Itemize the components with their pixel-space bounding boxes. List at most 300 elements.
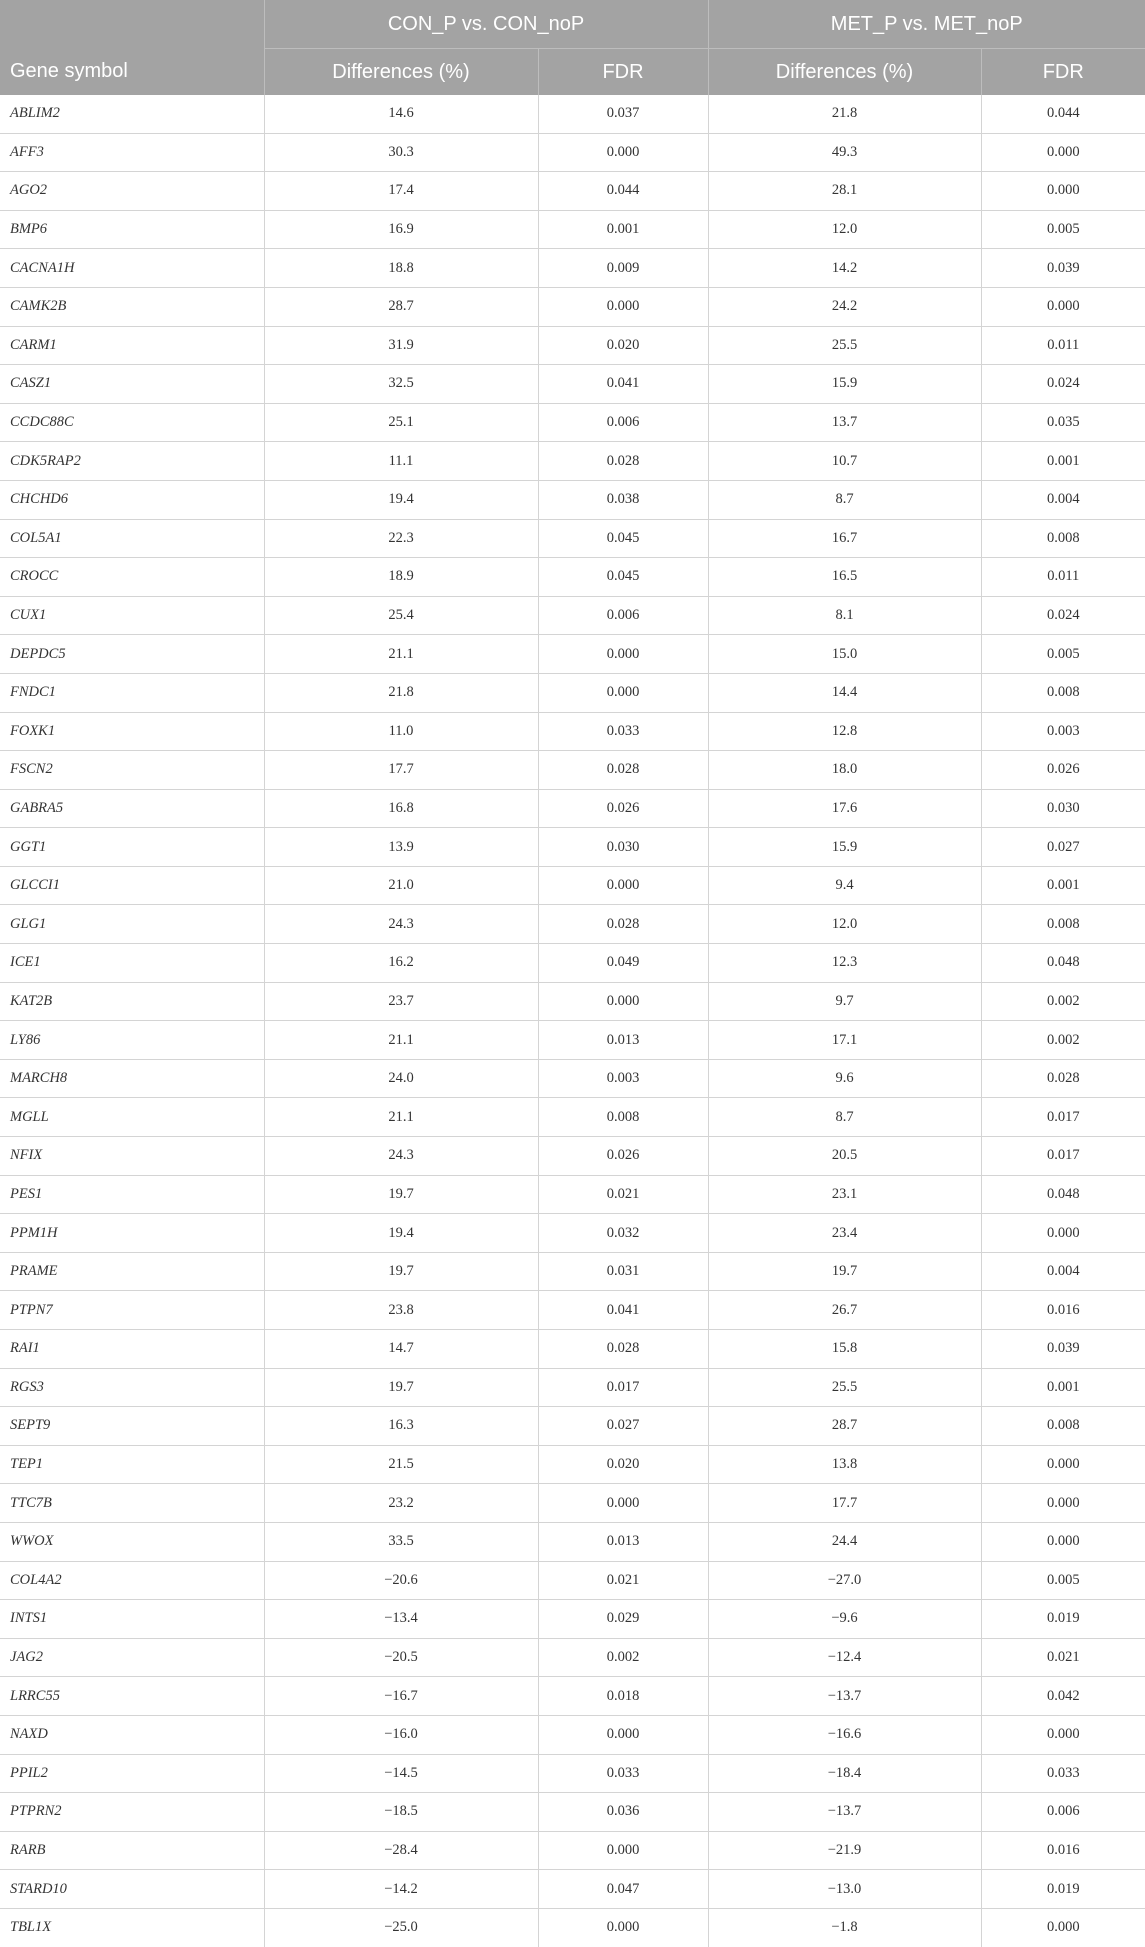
- met-difference-cell: 12.8: [708, 712, 981, 751]
- met-difference-cell: 12.3: [708, 944, 981, 983]
- con-difference-cell: 22.3: [264, 519, 538, 558]
- met-difference-cell: 21.8: [708, 95, 981, 133]
- con-difference-cell: 16.2: [264, 944, 538, 983]
- table-row: [0, 1677, 1145, 1716]
- met-difference-cell: 15.8: [708, 1330, 981, 1369]
- table-row: [0, 866, 1145, 905]
- met-fdr-cell: 0.002: [981, 1021, 1145, 1060]
- gene-symbol-cell: STARD10: [0, 1870, 264, 1909]
- met-difference-cell: 20.5: [708, 1137, 981, 1176]
- table-row: [0, 1175, 1145, 1214]
- met-fdr-cell: 0.042: [981, 1677, 1145, 1716]
- table-row: [0, 442, 1145, 481]
- table-row: [0, 249, 1145, 288]
- con-difference-cell: 16.9: [264, 210, 538, 249]
- con-fdr-cell: 0.021: [538, 1561, 708, 1600]
- met-fdr-cell: 0.016: [981, 1291, 1145, 1330]
- con-difference-cell: 33.5: [264, 1522, 538, 1561]
- gene-symbol-cell: CASZ1: [0, 365, 264, 404]
- met-difference-cell: 9.7: [708, 982, 981, 1021]
- met-fdr-cell: 0.008: [981, 905, 1145, 944]
- met-fdr-cell: 0.005: [981, 635, 1145, 674]
- group-header-met: MET_P vs. MET_noP: [708, 0, 1145, 49]
- gene-symbol-cell: PRAME: [0, 1252, 264, 1291]
- con-fdr-cell: 0.030: [538, 828, 708, 867]
- met-difference-cell: 18.0: [708, 751, 981, 790]
- met-fdr-cell: 0.008: [981, 519, 1145, 558]
- gene-symbol-cell: AGO2: [0, 172, 264, 211]
- met-difference-cell: 25.5: [708, 1368, 981, 1407]
- table-row: [0, 1870, 1145, 1909]
- con-fdr-cell: 0.013: [538, 1021, 708, 1060]
- con-fdr-cell: 0.028: [538, 751, 708, 790]
- met-difference-cell: −16.6: [708, 1715, 981, 1754]
- con-fdr-cell: 0.047: [538, 1870, 708, 1909]
- met-fdr-cell: 0.017: [981, 1137, 1145, 1176]
- gene-symbol-cell: PTPRN2: [0, 1793, 264, 1832]
- gene-symbol-cell: CHCHD6: [0, 480, 264, 519]
- con-difference-cell: 21.0: [264, 866, 538, 905]
- con-difference-cell: 30.3: [264, 133, 538, 172]
- con-fdr-cell: 0.045: [538, 519, 708, 558]
- met-difference-cell: 49.3: [708, 133, 981, 172]
- con-fdr-cell: 0.000: [538, 866, 708, 905]
- met-fdr-cell: 0.021: [981, 1638, 1145, 1677]
- met-fdr-cell: 0.016: [981, 1831, 1145, 1870]
- met-fdr-cell: 0.008: [981, 673, 1145, 712]
- gene-symbol-cell: CUX1: [0, 596, 264, 635]
- con-fdr-cell: 0.000: [538, 1908, 708, 1946]
- gene-symbol-cell: CCDC88C: [0, 403, 264, 442]
- con-fdr-cell: 0.038: [538, 480, 708, 519]
- con-fdr-cell: 0.026: [538, 1137, 708, 1176]
- met-fdr-cell: 0.000: [981, 1522, 1145, 1561]
- met-fdr-cell: 0.000: [981, 172, 1145, 211]
- con-difference-cell: −20.6: [264, 1561, 538, 1600]
- con-difference-cell: 25.4: [264, 596, 538, 635]
- met-difference-cell: 8.1: [708, 596, 981, 635]
- met-difference-cell: 19.7: [708, 1252, 981, 1291]
- column-header-met-differences: Differences (%): [708, 49, 981, 96]
- gene-symbol-cell: TEP1: [0, 1445, 264, 1484]
- met-fdr-cell: 0.019: [981, 1600, 1145, 1639]
- met-fdr-cell: 0.030: [981, 789, 1145, 828]
- con-difference-cell: −28.4: [264, 1831, 538, 1870]
- con-difference-cell: 31.9: [264, 326, 538, 365]
- con-fdr-cell: 0.029: [538, 1600, 708, 1639]
- con-difference-cell: 11.0: [264, 712, 538, 751]
- table-row: [0, 596, 1145, 635]
- con-difference-cell: 21.1: [264, 1098, 538, 1137]
- con-difference-cell: 17.7: [264, 751, 538, 790]
- gene-symbol-cell: ABLIM2: [0, 95, 264, 133]
- met-fdr-cell: 0.017: [981, 1098, 1145, 1137]
- con-fdr-cell: 0.000: [538, 1484, 708, 1523]
- con-difference-cell: 25.1: [264, 403, 538, 442]
- con-difference-cell: 21.8: [264, 673, 538, 712]
- con-difference-cell: 23.2: [264, 1484, 538, 1523]
- table-row: [0, 1908, 1145, 1946]
- con-fdr-cell: 0.009: [538, 249, 708, 288]
- table-row: [0, 1715, 1145, 1754]
- con-difference-cell: 23.8: [264, 1291, 538, 1330]
- con-difference-cell: 24.3: [264, 1137, 538, 1176]
- met-fdr-cell: 0.002: [981, 982, 1145, 1021]
- met-fdr-cell: 0.039: [981, 1330, 1145, 1369]
- column-header-con-fdr: FDR: [538, 49, 708, 96]
- met-difference-cell: −1.8: [708, 1908, 981, 1946]
- gene-symbol-cell: PTPN7: [0, 1291, 264, 1330]
- met-fdr-cell: 0.000: [981, 1908, 1145, 1946]
- met-fdr-cell: 0.026: [981, 751, 1145, 790]
- con-fdr-cell: 0.017: [538, 1368, 708, 1407]
- met-fdr-cell: 0.011: [981, 326, 1145, 365]
- con-difference-cell: 32.5: [264, 365, 538, 404]
- con-difference-cell: −14.5: [264, 1754, 538, 1793]
- met-difference-cell: 12.0: [708, 210, 981, 249]
- table-row: [0, 1098, 1145, 1137]
- met-fdr-cell: 0.006: [981, 1793, 1145, 1832]
- con-difference-cell: 14.7: [264, 1330, 538, 1369]
- gene-symbol-cell: LRRC55: [0, 1677, 264, 1716]
- con-difference-cell: 28.7: [264, 287, 538, 326]
- met-difference-cell: 9.4: [708, 866, 981, 905]
- table-row: [0, 712, 1145, 751]
- con-fdr-cell: 0.033: [538, 1754, 708, 1793]
- table-row: [0, 944, 1145, 983]
- con-fdr-cell: 0.000: [538, 287, 708, 326]
- met-difference-cell: 15.0: [708, 635, 981, 674]
- con-difference-cell: 19.7: [264, 1252, 538, 1291]
- con-fdr-cell: 0.000: [538, 673, 708, 712]
- met-difference-cell: −18.4: [708, 1754, 981, 1793]
- met-fdr-cell: 0.005: [981, 210, 1145, 249]
- column-header-gene-symbol: Gene symbol: [0, 49, 264, 96]
- con-fdr-cell: 0.045: [538, 558, 708, 597]
- gene-symbol-cell: SEPT9: [0, 1407, 264, 1446]
- met-fdr-cell: 0.001: [981, 866, 1145, 905]
- table-row: [0, 1638, 1145, 1677]
- con-fdr-cell: 0.041: [538, 365, 708, 404]
- con-fdr-cell: 0.028: [538, 442, 708, 481]
- met-fdr-cell: 0.048: [981, 1175, 1145, 1214]
- table-row: [0, 1252, 1145, 1291]
- met-difference-cell: 24.2: [708, 287, 981, 326]
- met-fdr-cell: 0.048: [981, 944, 1145, 983]
- column-header-row: [0, 49, 1145, 96]
- con-difference-cell: 24.3: [264, 905, 538, 944]
- met-difference-cell: 16.5: [708, 558, 981, 597]
- gene-symbol-cell: GABRA5: [0, 789, 264, 828]
- gene-symbol-cell: TBL1X: [10, 1919, 52, 1936]
- gene-symbol-cell: GLCCI1: [0, 866, 264, 905]
- met-fdr-cell: 0.019: [981, 1870, 1145, 1909]
- gene-symbol-cell: PES1: [0, 1175, 264, 1214]
- met-difference-cell: 26.7: [708, 1291, 981, 1330]
- con-difference-cell: −16.7: [264, 1677, 538, 1716]
- gene-symbol-cell: COL5A1: [0, 519, 264, 558]
- con-difference-cell: 21.1: [264, 1021, 538, 1060]
- met-difference-cell: 25.5: [708, 326, 981, 365]
- con-fdr-cell: 0.013: [538, 1522, 708, 1561]
- gene-symbol-cell: NFIX: [0, 1137, 264, 1176]
- con-fdr-cell: 0.000: [538, 982, 708, 1021]
- table-row: [0, 673, 1145, 712]
- table-row: [0, 519, 1145, 558]
- met-fdr-cell: 0.008: [981, 1407, 1145, 1446]
- con-fdr-cell: 0.044: [538, 172, 708, 211]
- con-fdr-cell: 0.028: [538, 905, 708, 944]
- con-difference-cell: −16.0: [264, 1715, 538, 1754]
- met-difference-cell: −27.0: [708, 1561, 981, 1600]
- con-difference-cell: −20.5: [264, 1638, 538, 1677]
- gene-symbol-cell: CAMK2B: [0, 287, 264, 326]
- met-fdr-cell: 0.001: [981, 442, 1145, 481]
- gene-symbol-cell: LY86: [0, 1021, 264, 1060]
- con-difference-cell: 23.7: [264, 982, 538, 1021]
- gene-symbol-cell: ICE1: [0, 944, 264, 983]
- met-fdr-cell: 0.000: [981, 1484, 1145, 1523]
- gene-symbol-cell: CACNA1H: [0, 249, 264, 288]
- table-row: [0, 558, 1145, 597]
- con-fdr-cell: 0.031: [538, 1252, 708, 1291]
- gene-symbol-cell: COL4A2: [0, 1561, 264, 1600]
- table-row: [0, 1793, 1145, 1832]
- met-fdr-cell: 0.024: [981, 596, 1145, 635]
- met-fdr-cell: 0.000: [981, 1715, 1145, 1754]
- table-row: [0, 1059, 1145, 1098]
- gene-symbol-cell: CDK5RAP2: [0, 442, 264, 481]
- table-row: [0, 1561, 1145, 1600]
- con-difference-cell: −13.4: [264, 1600, 538, 1639]
- met-fdr-cell: 0.003: [981, 712, 1145, 751]
- table-row: [0, 1754, 1145, 1793]
- table-row: [0, 1021, 1145, 1060]
- met-fdr-cell: 0.005: [981, 1561, 1145, 1600]
- met-difference-cell: −13.0: [708, 1870, 981, 1909]
- gene-symbol-cell: DEPDC5: [0, 635, 264, 674]
- gene-symbol-cell: FOXK1: [0, 712, 264, 751]
- con-fdr-cell: 0.041: [538, 1291, 708, 1330]
- table-row: [0, 1600, 1145, 1639]
- met-fdr-cell: 0.004: [981, 1252, 1145, 1291]
- gene-symbol-cell: FNDC1: [0, 673, 264, 712]
- table-row: [0, 133, 1145, 172]
- gene-symbol-cell: RARB: [0, 1831, 264, 1870]
- met-fdr-cell: 0.011: [981, 558, 1145, 597]
- con-fdr-cell: 0.020: [538, 326, 708, 365]
- gene-symbol-cell: PPIL2: [0, 1754, 264, 1793]
- met-difference-cell: 23.1: [708, 1175, 981, 1214]
- gene-symbol-cell: AFF3: [0, 133, 264, 172]
- gene-symbol-cell: RGS3: [0, 1368, 264, 1407]
- met-difference-cell: 10.7: [708, 442, 981, 481]
- group-header-row: [0, 0, 1145, 49]
- met-fdr-cell: 0.000: [981, 287, 1145, 326]
- con-fdr-cell: 0.026: [538, 789, 708, 828]
- con-difference-cell: 18.9: [264, 558, 538, 597]
- met-fdr-cell: 0.000: [981, 1214, 1145, 1253]
- con-difference-cell: 14.6: [264, 95, 538, 133]
- gene-symbol-cell: INTS1: [0, 1600, 264, 1639]
- con-fdr-cell: 0.027: [538, 1407, 708, 1446]
- met-fdr-cell: 0.035: [981, 403, 1145, 442]
- met-difference-cell: 17.7: [708, 1484, 981, 1523]
- con-difference-cell: −14.2: [264, 1870, 538, 1909]
- table-row: [0, 751, 1145, 790]
- column-header-met-fdr: FDR: [981, 49, 1145, 96]
- met-difference-cell: 15.9: [708, 365, 981, 404]
- table-body: [0, 95, 1145, 1947]
- con-fdr-cell: 0.000: [538, 1715, 708, 1754]
- table-row: [0, 1214, 1145, 1253]
- gene-symbol-cell: GGT1: [0, 828, 264, 867]
- gene-symbol-cell: JAG2: [0, 1638, 264, 1677]
- met-fdr-cell: 0.039: [981, 249, 1145, 288]
- con-fdr-cell: 0.037: [538, 95, 708, 133]
- con-difference-cell: 19.7: [264, 1175, 538, 1214]
- table-row: [0, 789, 1145, 828]
- table-row: [0, 828, 1145, 867]
- gene-symbol-cell: KAT2B: [0, 982, 264, 1021]
- con-difference-cell: 24.0: [264, 1059, 538, 1098]
- con-difference-cell: 21.5: [264, 1445, 538, 1484]
- gene-symbol-cell: MARCH8: [0, 1059, 264, 1098]
- con-difference-cell: 21.1: [264, 635, 538, 674]
- con-fdr-cell: 0.008: [538, 1098, 708, 1137]
- met-difference-cell: −13.7: [708, 1793, 981, 1832]
- con-fdr-cell: 0.028: [538, 1330, 708, 1369]
- table-row: [0, 365, 1145, 404]
- met-difference-cell: 13.8: [708, 1445, 981, 1484]
- table-row: [0, 905, 1145, 944]
- con-difference-cell: 18.8: [264, 249, 538, 288]
- con-fdr-cell: 0.001: [538, 210, 708, 249]
- table-row: [0, 1445, 1145, 1484]
- gene-symbol-cell: CARM1: [0, 326, 264, 365]
- con-fdr-cell: 0.021: [538, 1175, 708, 1214]
- con-difference-cell: 19.4: [264, 1214, 538, 1253]
- met-fdr-cell: 0.044: [981, 95, 1145, 133]
- gene-symbol-cell: BMP6: [0, 210, 264, 249]
- met-difference-cell: 16.7: [708, 519, 981, 558]
- con-fdr-cell: 0.018: [538, 1677, 708, 1716]
- met-fdr-cell: 0.001: [981, 1368, 1145, 1407]
- table-row: [0, 1291, 1145, 1330]
- met-difference-cell: 14.4: [708, 673, 981, 712]
- met-fdr-cell: 0.027: [981, 828, 1145, 867]
- gene-symbol-cell: FSCN2: [0, 751, 264, 790]
- table-row: [0, 635, 1145, 674]
- con-fdr-cell: 0.006: [538, 596, 708, 635]
- group-header-blank: [0, 0, 264, 49]
- met-fdr-cell: 0.028: [981, 1059, 1145, 1098]
- con-fdr-cell: 0.000: [538, 1831, 708, 1870]
- table-header: [0, 0, 1145, 95]
- met-fdr-cell: 0.000: [981, 1445, 1145, 1484]
- met-fdr-cell: 0.024: [981, 365, 1145, 404]
- table-row: [0, 480, 1145, 519]
- met-difference-cell: 13.7: [708, 403, 981, 442]
- met-difference-cell: 17.1: [708, 1021, 981, 1060]
- met-fdr-cell: 0.004: [981, 480, 1145, 519]
- met-difference-cell: −13.7: [708, 1677, 981, 1716]
- gene-symbol-cell: NAXD: [0, 1715, 264, 1754]
- con-difference-cell: 17.4: [264, 172, 538, 211]
- met-difference-cell: −12.4: [708, 1638, 981, 1677]
- con-fdr-cell: 0.000: [538, 133, 708, 172]
- table-row: [0, 1522, 1145, 1561]
- con-difference-cell: −18.5: [264, 1793, 538, 1832]
- met-difference-cell: 17.6: [708, 789, 981, 828]
- con-difference-cell: 13.9: [264, 828, 538, 867]
- con-fdr-cell: 0.000: [538, 635, 708, 674]
- con-fdr-cell: 0.036: [538, 1793, 708, 1832]
- con-fdr-cell: 0.020: [538, 1445, 708, 1484]
- met-difference-cell: 8.7: [708, 1098, 981, 1137]
- table-row: [0, 172, 1145, 211]
- table-row: [0, 95, 1145, 133]
- table-row: [0, 1831, 1145, 1870]
- gene-symbol-cell: RAI1: [0, 1330, 264, 1369]
- met-difference-cell: 28.7: [708, 1407, 981, 1446]
- gene-symbol-cell: TTC7B: [0, 1484, 264, 1523]
- table-row: [0, 210, 1145, 249]
- group-header-con: CON_P vs. CON_noP: [264, 0, 708, 49]
- con-fdr-cell: 0.003: [538, 1059, 708, 1098]
- gene-symbol-cell: GLG1: [0, 905, 264, 944]
- table-row: [0, 326, 1145, 365]
- con-fdr-cell: 0.033: [538, 712, 708, 751]
- con-difference-cell: 16.3: [264, 1407, 538, 1446]
- column-header-con-differences: Differences (%): [264, 49, 538, 96]
- con-fdr-cell: 0.002: [538, 1638, 708, 1677]
- table-row: [0, 1137, 1145, 1176]
- table-row: [0, 287, 1145, 326]
- table-row: [0, 1330, 1145, 1369]
- gene-symbol-cell: MGLL: [0, 1098, 264, 1137]
- table-row: [0, 1407, 1145, 1446]
- con-fdr-cell: 0.006: [538, 403, 708, 442]
- table-row: [0, 1484, 1145, 1523]
- met-difference-cell: 24.4: [708, 1522, 981, 1561]
- table-row: [0, 1368, 1145, 1407]
- met-difference-cell: 9.6: [708, 1059, 981, 1098]
- met-fdr-cell: 0.000: [981, 133, 1145, 172]
- con-fdr-cell: 0.049: [538, 944, 708, 983]
- met-difference-cell: 28.1: [708, 172, 981, 211]
- con-difference-cell: 19.4: [264, 480, 538, 519]
- con-difference-cell: 19.7: [264, 1368, 538, 1407]
- met-difference-cell: 15.9: [708, 828, 981, 867]
- gene-symbol-cell: WWOX: [0, 1522, 264, 1561]
- met-fdr-cell: 0.033: [981, 1754, 1145, 1793]
- con-difference-cell: 11.1: [264, 442, 538, 481]
- met-difference-cell: −21.9: [708, 1831, 981, 1870]
- con-fdr-cell: 0.032: [538, 1214, 708, 1253]
- table-row: [0, 403, 1145, 442]
- gene-symbol-cell: PPM1H: [0, 1214, 264, 1253]
- met-difference-cell: 8.7: [708, 480, 981, 519]
- con-difference-cell: 16.8: [264, 789, 538, 828]
- met-difference-cell: −9.6: [708, 1600, 981, 1639]
- met-difference-cell: 12.0: [708, 905, 981, 944]
- met-difference-cell: 14.2: [708, 249, 981, 288]
- table-row: [0, 982, 1145, 1021]
- gene-symbol-cell: CROCC: [0, 558, 264, 597]
- con-difference-cell: −25.0: [264, 1908, 538, 1946]
- met-difference-cell: 23.4: [708, 1214, 981, 1253]
